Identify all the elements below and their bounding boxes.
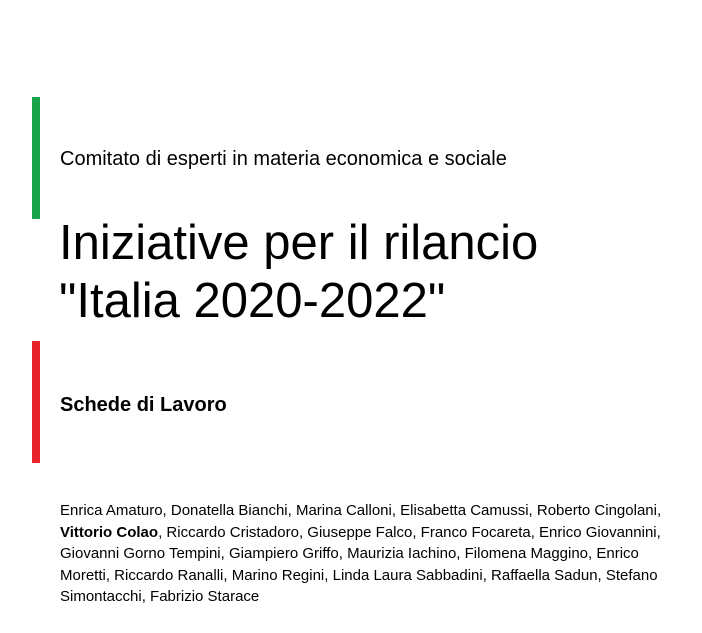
document-title	[59, 214, 538, 330]
authors-text-after: , Riccardo Cristadoro, Giuseppe Falco, Franco Focareta, Enrico Giovannini, Giovanni Gorno Tempini, Giampiero Griffo, Maurizia Iachino, Filomena Maggino, Enrico Moretti, Riccardo Ranalli, Marino Regini, Linda Laura Sabbadini, Raffaella Sadun, Stefano Simontacchi, Fabrizio Starace	[60, 523, 661, 605]
flag-white-segment	[32, 219, 40, 341]
italian-flag-bar	[32, 97, 40, 463]
document-subtitle: Schede di Lavoro	[60, 394, 227, 416]
authors-highlighted-name: Vittorio Colao	[60, 523, 159, 541]
authors-list	[60, 500, 672, 608]
flag-green-segment	[32, 97, 40, 219]
committee-name: Comitato di esperti in materia economica e sociale	[60, 148, 507, 170]
title-line-1: Iniziative per il rilancio	[59, 216, 539, 270]
authors-text-before: Enrica Amaturo, Donatella Bianchi, Marina Calloni, Elisabetta Camussi, Roberto Cingolani,	[60, 502, 662, 519]
title-line-2: "Italia 2020-2022"	[59, 274, 446, 328]
flag-red-segment	[32, 341, 40, 463]
